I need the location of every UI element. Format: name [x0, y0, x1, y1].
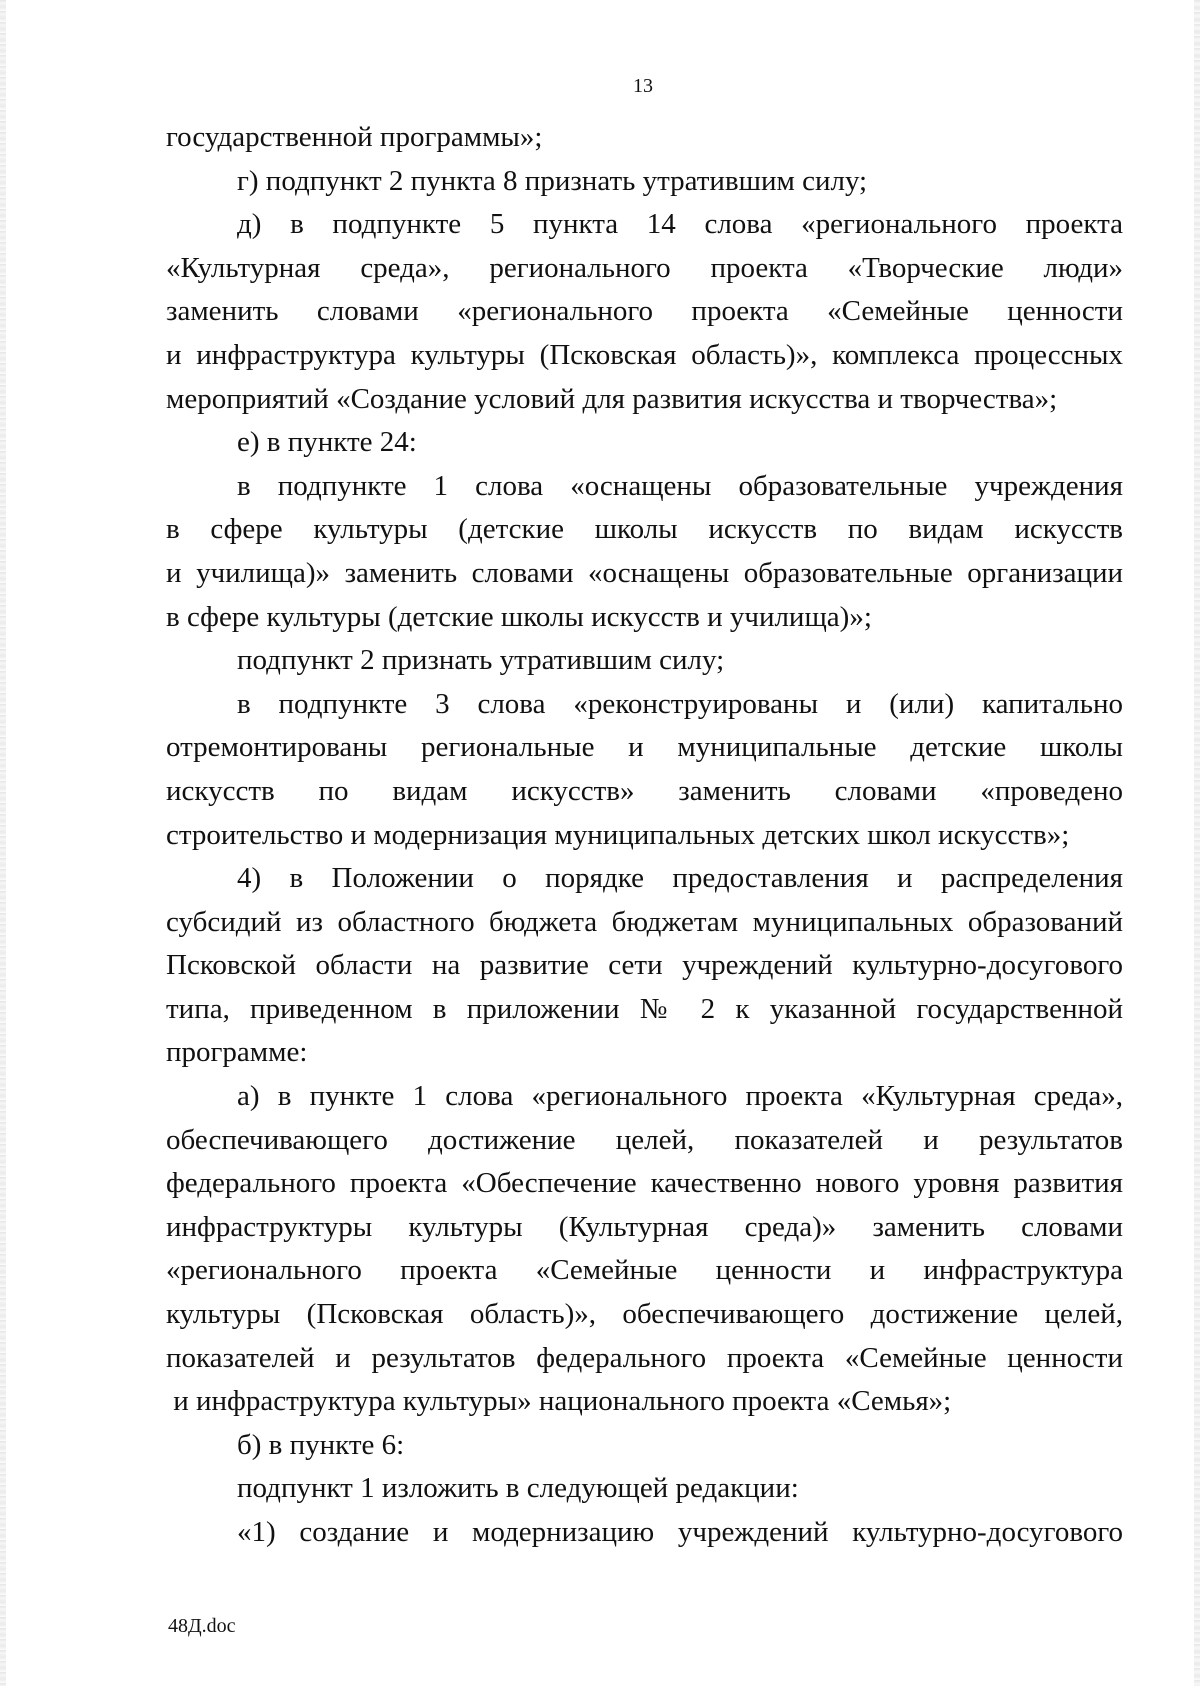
text-line: Псковской области на развитие сети учреждений культурно-досугового [166, 949, 1123, 982]
text-line: подпункт 1 изложить в следующей редакции: [237, 1472, 799, 1505]
text-line: культуры (Псковская область)», обеспечивающего достижение целей, [166, 1298, 1123, 1331]
text-line: мероприятий «Создание условий для развития искусства и творчества»; [166, 382, 1058, 415]
text-line: «Культурная среда», регионального проекта «Творческие люди» [166, 251, 1123, 284]
text-line: и инфраструктура культуры» национального проекта «Семья»; [166, 1385, 952, 1418]
text-line: заменить словами «регионального проекта «Семейные ценности [166, 295, 1123, 328]
text-line: «1) создание и модернизацию учреждений культурно-досугового [237, 1516, 1123, 1548]
footer-filename: 48Д.doc [168, 1615, 236, 1637]
text-line: показателей и результатов федерального проекта «Семейные ценности [166, 1341, 1123, 1374]
text-line: инфраструктуры культуры (Культурная среда)» заменить словами [166, 1210, 1123, 1243]
document-body [166, 116, 1123, 1555]
text-line: «регионального проекта «Семейные ценности и инфраструктура [166, 1254, 1123, 1287]
text-line: типа, приведенном в приложении № 2 к указанной государственной [166, 992, 1123, 1025]
text-line: программе: [166, 1036, 308, 1069]
text-line: в сфере культуры (детские школы искусств по видам искусств [166, 513, 1123, 546]
text-line: искусств по видам искусств» заменить словами «проведено [166, 774, 1123, 807]
scan-edge-left [0, 0, 6, 1686]
scan-edge-right [1194, 0, 1200, 1686]
text-line: в подпункте 3 слова «реконструированы и (или) капитально [237, 687, 1123, 720]
text-line: д) в подпункте 5 пункта 14 слова «регионального проекта [237, 208, 1123, 241]
text-line: субсидий из областного бюджета бюджетам муниципальных образований [166, 905, 1123, 938]
text-line: федерального проекта «Обеспечение качественно нового уровня развития [166, 1167, 1123, 1200]
text-line: а) в пункте 1 слова «регионального проекта «Культурная среда», [237, 1080, 1123, 1113]
text-line: в сфере культуры (детские школы искусств и училища)»; [166, 600, 872, 633]
text-line: б) в пункте 6: [237, 1428, 405, 1461]
text-line: отремонтированы региональные и муниципальные детские школы [166, 731, 1123, 764]
text-line: 4) в Положении о порядке предоставления и распределения [237, 862, 1123, 895]
text-line: строительство и модернизация муниципальных детских школ искусств»; [166, 818, 1070, 851]
text-line: подпункт 2 признать утратившим силу; [237, 644, 725, 677]
text-line: обеспечивающего достижение целей, показателей и результатов [166, 1123, 1123, 1156]
text-line: государственной программы»; [166, 121, 543, 153]
text-line: в подпункте 1 слова «оснащены образовательные учреждения [237, 469, 1123, 502]
page-number: 13 [633, 75, 653, 97]
text-line: и училища)» заменить словами «оснащены образовательные организации [166, 556, 1123, 589]
text-line: и инфраструктура культуры (Псковская область)», комплекса процессных [166, 338, 1123, 371]
text-line: е) в пункте 24: [237, 426, 417, 459]
text-line: г) подпункт 2 пункта 8 признать утратившим силу; [237, 164, 868, 197]
